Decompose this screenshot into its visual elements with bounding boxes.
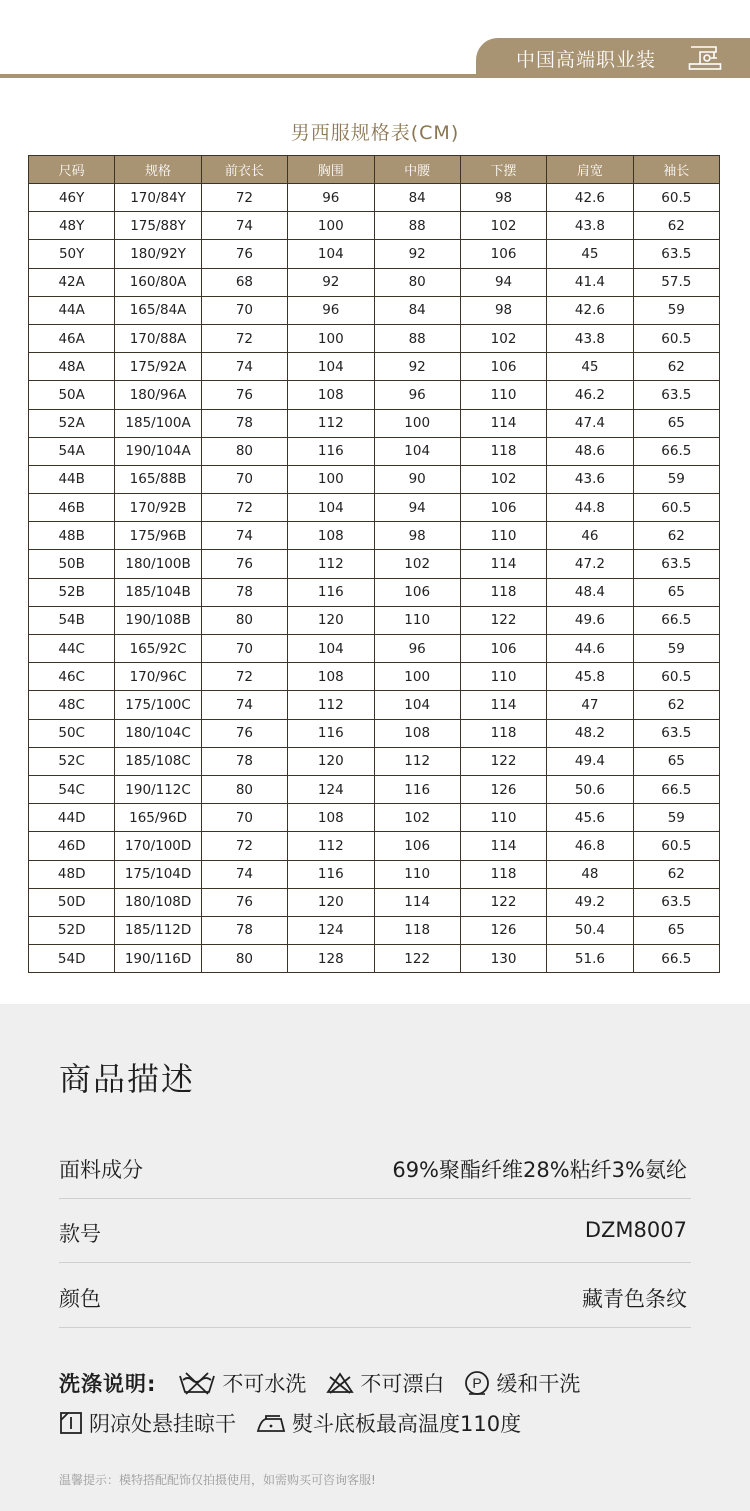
table-cell: 118	[460, 437, 546, 465]
table-body	[29, 184, 720, 973]
table-cell: 72	[201, 663, 287, 691]
table-row	[29, 916, 720, 944]
table-row	[29, 635, 720, 663]
col-header: 袖长	[633, 156, 719, 184]
table-cell: 60.5	[633, 494, 719, 522]
size-spec-table	[28, 155, 720, 973]
table-cell: 175/100C	[115, 691, 201, 719]
table-cell: 165/92C	[115, 635, 201, 663]
table-cell: 60.5	[633, 184, 719, 212]
table-cell: 62	[633, 212, 719, 240]
table-cell: 65	[633, 747, 719, 775]
table-cell: 80	[201, 437, 287, 465]
table-cell: 59	[633, 635, 719, 663]
table-cell: 90	[374, 465, 460, 493]
table-cell: 66.5	[633, 606, 719, 634]
col-header: 下摆	[460, 156, 546, 184]
table-cell: 52B	[29, 578, 115, 606]
table-cell: 185/108C	[115, 747, 201, 775]
table-cell: 60.5	[633, 324, 719, 352]
table-cell: 72	[201, 184, 287, 212]
table-cell: 62	[633, 522, 719, 550]
table-cell: 108	[288, 522, 374, 550]
table-cell: 74	[201, 353, 287, 381]
table-cell: 102	[374, 550, 460, 578]
table-cell: 48C	[29, 691, 115, 719]
field-value: 69%聚酯纤维28%粘纤3%氨纶	[392, 1158, 687, 1182]
table-cell: 46B	[29, 494, 115, 522]
table-cell: 50Y	[29, 240, 115, 268]
table-cell: 44A	[29, 296, 115, 324]
table-cell: 98	[460, 184, 546, 212]
disclaimer-note: 温馨提示：模特搭配配饰仅拍摄使用，如需购买可咨询客服!	[59, 1473, 376, 1487]
table-cell: 114	[460, 550, 546, 578]
iron-icon	[256, 1412, 286, 1434]
field-value: 藏青色条纹	[582, 1287, 687, 1311]
table-cell: 44.6	[547, 635, 633, 663]
table-cell: 41.4	[547, 268, 633, 296]
table-cell: 54D	[29, 945, 115, 973]
table-cell: 112	[374, 747, 460, 775]
table-cell: 42.6	[547, 296, 633, 324]
col-header: 规格	[115, 156, 201, 184]
table-cell: 185/104B	[115, 578, 201, 606]
table-cell: 108	[374, 719, 460, 747]
table-cell: 180/104C	[115, 719, 201, 747]
table-cell: 57.5	[633, 268, 719, 296]
table-cell: 70	[201, 635, 287, 663]
table-cell: 98	[374, 522, 460, 550]
col-header: 尺码	[29, 156, 115, 184]
table-cell: 63.5	[633, 719, 719, 747]
table-cell: 100	[288, 324, 374, 352]
section-title: 商品描述	[59, 1060, 196, 1098]
table-row	[29, 747, 720, 775]
table-cell: 74	[201, 212, 287, 240]
care-text: 阴凉处悬挂晾干	[89, 1412, 236, 1436]
table-cell: 120	[288, 606, 374, 634]
table-cell: 62	[633, 691, 719, 719]
table-cell: 180/92Y	[115, 240, 201, 268]
field-label: 面料成分	[59, 1158, 143, 1182]
no-bleach-icon	[326, 1371, 354, 1395]
table-cell: 124	[288, 916, 374, 944]
table-cell: 110	[460, 522, 546, 550]
table-cell: 42A	[29, 268, 115, 296]
table-row	[29, 550, 720, 578]
table-cell: 175/96B	[115, 522, 201, 550]
table-header-row	[29, 156, 720, 184]
table-row	[29, 945, 720, 973]
sewing-machine-icon	[688, 44, 722, 72]
table-cell: 63.5	[633, 240, 719, 268]
table-cell: 100	[374, 409, 460, 437]
line-dry-shade-icon	[59, 1411, 83, 1435]
table-cell: 43.8	[547, 324, 633, 352]
table-cell: 116	[288, 719, 374, 747]
table-cell: 98	[460, 296, 546, 324]
table-cell: 122	[460, 888, 546, 916]
table-cell: 84	[374, 296, 460, 324]
table-cell: 50B	[29, 550, 115, 578]
table-cell: 46.8	[547, 832, 633, 860]
table-cell: 72	[201, 324, 287, 352]
care-text: 缓和干洗	[496, 1372, 581, 1396]
table-cell: 116	[288, 578, 374, 606]
brand-banner	[476, 38, 750, 78]
table-cell: 65	[633, 916, 719, 944]
table-cell: 46A	[29, 324, 115, 352]
table-cell: 54C	[29, 775, 115, 803]
table-cell: 104	[288, 240, 374, 268]
table-cell: 54B	[29, 606, 115, 634]
table-cell: 102	[374, 804, 460, 832]
table-cell: 185/100A	[115, 409, 201, 437]
table-cell: 65	[633, 409, 719, 437]
table-cell: 59	[633, 804, 719, 832]
field-label: 颜色	[59, 1287, 101, 1311]
table-row	[29, 184, 720, 212]
spec-table-title: 男西服规格表(CM)	[290, 122, 460, 144]
care-text: 不可水洗	[222, 1372, 307, 1396]
table-cell: 54A	[29, 437, 115, 465]
table-row	[29, 663, 720, 691]
table-cell: 170/92B	[115, 494, 201, 522]
table-cell: 44D	[29, 804, 115, 832]
table-cell: 106	[460, 635, 546, 663]
table-cell: 65	[633, 578, 719, 606]
table-cell: 106	[374, 832, 460, 860]
table-cell: 165/96D	[115, 804, 201, 832]
table-cell: 190/104A	[115, 437, 201, 465]
table-cell: 102	[460, 324, 546, 352]
fabric-row	[59, 1134, 691, 1199]
care-text: 熨斗底板最高温度110度	[292, 1412, 522, 1436]
table-cell: 49.6	[547, 606, 633, 634]
table-cell: 43.6	[547, 465, 633, 493]
table-cell: 45	[547, 240, 633, 268]
table-cell: 76	[201, 381, 287, 409]
table-cell: 48.6	[547, 437, 633, 465]
table-cell: 80	[201, 945, 287, 973]
table-cell: 48D	[29, 860, 115, 888]
care-line-1	[59, 1368, 600, 1398]
care-item	[326, 1368, 444, 1398]
table-cell: 70	[201, 296, 287, 324]
svg-text:P: P	[472, 1375, 483, 1391]
table-cell: 62	[633, 353, 719, 381]
table-cell: 46C	[29, 663, 115, 691]
table-cell: 51.6	[547, 945, 633, 973]
col-header: 胸围	[288, 156, 374, 184]
table-row	[29, 212, 720, 240]
table-cell: 180/100B	[115, 550, 201, 578]
table-cell: 116	[288, 437, 374, 465]
table-row	[29, 409, 720, 437]
table-cell: 118	[460, 719, 546, 747]
table-cell: 47	[547, 691, 633, 719]
care-label: 洗涤说明:	[59, 1372, 157, 1396]
table-cell: 52D	[29, 916, 115, 944]
table-cell: 74	[201, 860, 287, 888]
table-cell: 47.2	[547, 550, 633, 578]
table-cell: 48.2	[547, 719, 633, 747]
table-cell: 50.6	[547, 775, 633, 803]
table-cell: 100	[288, 465, 374, 493]
table-cell: 120	[288, 747, 374, 775]
table-cell: 165/88B	[115, 465, 201, 493]
table-cell: 59	[633, 296, 719, 324]
table-cell: 128	[288, 945, 374, 973]
table-row	[29, 522, 720, 550]
table-cell: 44B	[29, 465, 115, 493]
table-cell: 126	[460, 916, 546, 944]
table-cell: 46	[547, 522, 633, 550]
table-row	[29, 268, 720, 296]
table-cell: 46D	[29, 832, 115, 860]
table-cell: 180/108D	[115, 888, 201, 916]
table-cell: 180/96A	[115, 381, 201, 409]
table-row	[29, 888, 720, 916]
table-cell: 104	[374, 691, 460, 719]
table-cell: 165/84A	[115, 296, 201, 324]
table-cell: 96	[374, 381, 460, 409]
table-cell: 80	[201, 775, 287, 803]
color-row	[59, 1263, 691, 1328]
table-cell: 80	[374, 268, 460, 296]
table-cell: 76	[201, 888, 287, 916]
table-cell: 49.2	[547, 888, 633, 916]
table-cell: 88	[374, 324, 460, 352]
table-row	[29, 691, 720, 719]
care-item	[59, 1408, 236, 1438]
table-row	[29, 494, 720, 522]
table-cell: 104	[288, 635, 374, 663]
table-row	[29, 860, 720, 888]
table-cell: 43.8	[547, 212, 633, 240]
table-cell: 116	[374, 775, 460, 803]
table-cell: 96	[288, 184, 374, 212]
table-cell: 114	[460, 691, 546, 719]
table-cell: 76	[201, 719, 287, 747]
table-cell: 92	[374, 353, 460, 381]
table-cell: 50.4	[547, 916, 633, 944]
table-cell: 50C	[29, 719, 115, 747]
table-row	[29, 324, 720, 352]
table-cell: 120	[288, 888, 374, 916]
table-cell: 170/100D	[115, 832, 201, 860]
col-header: 肩宽	[547, 156, 633, 184]
table-cell: 48B	[29, 522, 115, 550]
table-cell: 45	[547, 353, 633, 381]
table-row	[29, 775, 720, 803]
table-cell: 78	[201, 747, 287, 775]
table-cell: 175/92A	[115, 353, 201, 381]
table-cell: 78	[201, 409, 287, 437]
dry-clean-p-icon	[464, 1370, 490, 1396]
brand-tagline: 中国高端职业装	[516, 48, 657, 71]
table-cell: 102	[460, 465, 546, 493]
table-cell: 118	[374, 916, 460, 944]
table-cell: 74	[201, 691, 287, 719]
table-cell: 118	[460, 578, 546, 606]
table-cell: 78	[201, 916, 287, 944]
table-cell: 70	[201, 804, 287, 832]
table-cell: 114	[460, 409, 546, 437]
table-cell: 66.5	[633, 437, 719, 465]
table-cell: 63.5	[633, 381, 719, 409]
field-label: 款号	[59, 1222, 101, 1246]
table-row	[29, 719, 720, 747]
table-cell: 96	[374, 635, 460, 663]
table-cell: 110	[460, 381, 546, 409]
table-cell: 74	[201, 522, 287, 550]
table-cell: 170/88A	[115, 324, 201, 352]
table-cell: 52C	[29, 747, 115, 775]
table-cell: 72	[201, 832, 287, 860]
table-cell: 170/84Y	[115, 184, 201, 212]
table-cell: 112	[288, 832, 374, 860]
table-cell: 46Y	[29, 184, 115, 212]
table-cell: 42.6	[547, 184, 633, 212]
table-cell: 49.4	[547, 747, 633, 775]
table-cell: 48A	[29, 353, 115, 381]
table-cell: 110	[374, 606, 460, 634]
table-cell: 104	[288, 353, 374, 381]
table-cell: 92	[374, 240, 460, 268]
table-cell: 76	[201, 550, 287, 578]
table-cell: 114	[460, 832, 546, 860]
table-cell: 62	[633, 860, 719, 888]
table-cell: 48Y	[29, 212, 115, 240]
table-cell: 96	[288, 296, 374, 324]
table-row	[29, 437, 720, 465]
table-cell: 118	[460, 860, 546, 888]
care-text: 不可漂白	[360, 1372, 445, 1396]
table-row	[29, 296, 720, 324]
style-number-row	[59, 1198, 691, 1263]
care-item	[464, 1368, 580, 1398]
table-cell: 102	[460, 212, 546, 240]
table-cell: 122	[460, 606, 546, 634]
table-cell: 190/108B	[115, 606, 201, 634]
table-cell: 106	[460, 240, 546, 268]
table-cell: 110	[460, 804, 546, 832]
table-cell: 46.2	[547, 381, 633, 409]
product-description	[0, 1004, 750, 1511]
table-cell: 66.5	[633, 775, 719, 803]
table-cell: 110	[460, 663, 546, 691]
table-cell: 80	[201, 606, 287, 634]
table-cell: 78	[201, 578, 287, 606]
table-cell: 100	[374, 663, 460, 691]
field-value: DZM8007	[584, 1218, 687, 1242]
table-cell: 48	[547, 860, 633, 888]
table-row	[29, 832, 720, 860]
table-cell: 104	[374, 437, 460, 465]
table-cell: 50D	[29, 888, 115, 916]
table-cell: 72	[201, 494, 287, 522]
table-cell: 44C	[29, 635, 115, 663]
table-cell: 170/96C	[115, 663, 201, 691]
table-cell: 66.5	[633, 945, 719, 973]
no-wash-icon	[178, 1370, 216, 1396]
table-cell: 100	[288, 212, 374, 240]
table-cell: 44.8	[547, 494, 633, 522]
table-cell: 88	[374, 212, 460, 240]
table-cell: 185/112D	[115, 916, 201, 944]
table-cell: 106	[374, 578, 460, 606]
table-row	[29, 353, 720, 381]
table-cell: 106	[460, 494, 546, 522]
table-cell: 45.6	[547, 804, 633, 832]
table-cell: 126	[460, 775, 546, 803]
table-row	[29, 804, 720, 832]
table-cell: 122	[374, 945, 460, 973]
table-row	[29, 240, 720, 268]
table-row	[29, 381, 720, 409]
table-cell: 108	[288, 663, 374, 691]
care-line-2	[59, 1408, 541, 1438]
table-cell: 190/112C	[115, 775, 201, 803]
table-cell: 106	[460, 353, 546, 381]
table-cell: 59	[633, 465, 719, 493]
table-cell: 94	[374, 494, 460, 522]
table-cell: 104	[288, 494, 374, 522]
table-cell: 63.5	[633, 550, 719, 578]
table-cell: 48.4	[547, 578, 633, 606]
table-row	[29, 465, 720, 493]
table-cell: 108	[288, 381, 374, 409]
table-cell: 190/116D	[115, 945, 201, 973]
table-cell: 94	[460, 268, 546, 296]
table-cell: 114	[374, 888, 460, 916]
table-cell: 108	[288, 804, 374, 832]
table-cell: 47.4	[547, 409, 633, 437]
table-cell: 122	[460, 747, 546, 775]
care-item	[178, 1368, 306, 1398]
table-cell: 60.5	[633, 832, 719, 860]
table-cell: 76	[201, 240, 287, 268]
table-cell: 50A	[29, 381, 115, 409]
table-cell: 52A	[29, 409, 115, 437]
table-cell: 130	[460, 945, 546, 973]
table-cell: 70	[201, 465, 287, 493]
table-cell: 112	[288, 550, 374, 578]
table-row	[29, 606, 720, 634]
table-cell: 112	[288, 691, 374, 719]
table-cell: 110	[374, 860, 460, 888]
table-cell: 175/104D	[115, 860, 201, 888]
care-item	[256, 1408, 521, 1438]
table-cell: 116	[288, 860, 374, 888]
table-cell: 92	[288, 268, 374, 296]
table-cell: 112	[288, 409, 374, 437]
table-cell: 63.5	[633, 888, 719, 916]
col-header: 前衣长	[201, 156, 287, 184]
table-cell: 160/80A	[115, 268, 201, 296]
col-header: 中腰	[374, 156, 460, 184]
table-cell: 68	[201, 268, 287, 296]
table-cell: 60.5	[633, 663, 719, 691]
table-cell: 45.8	[547, 663, 633, 691]
table-cell: 175/88Y	[115, 212, 201, 240]
table-cell: 84	[374, 184, 460, 212]
table-row	[29, 578, 720, 606]
table-cell: 124	[288, 775, 374, 803]
